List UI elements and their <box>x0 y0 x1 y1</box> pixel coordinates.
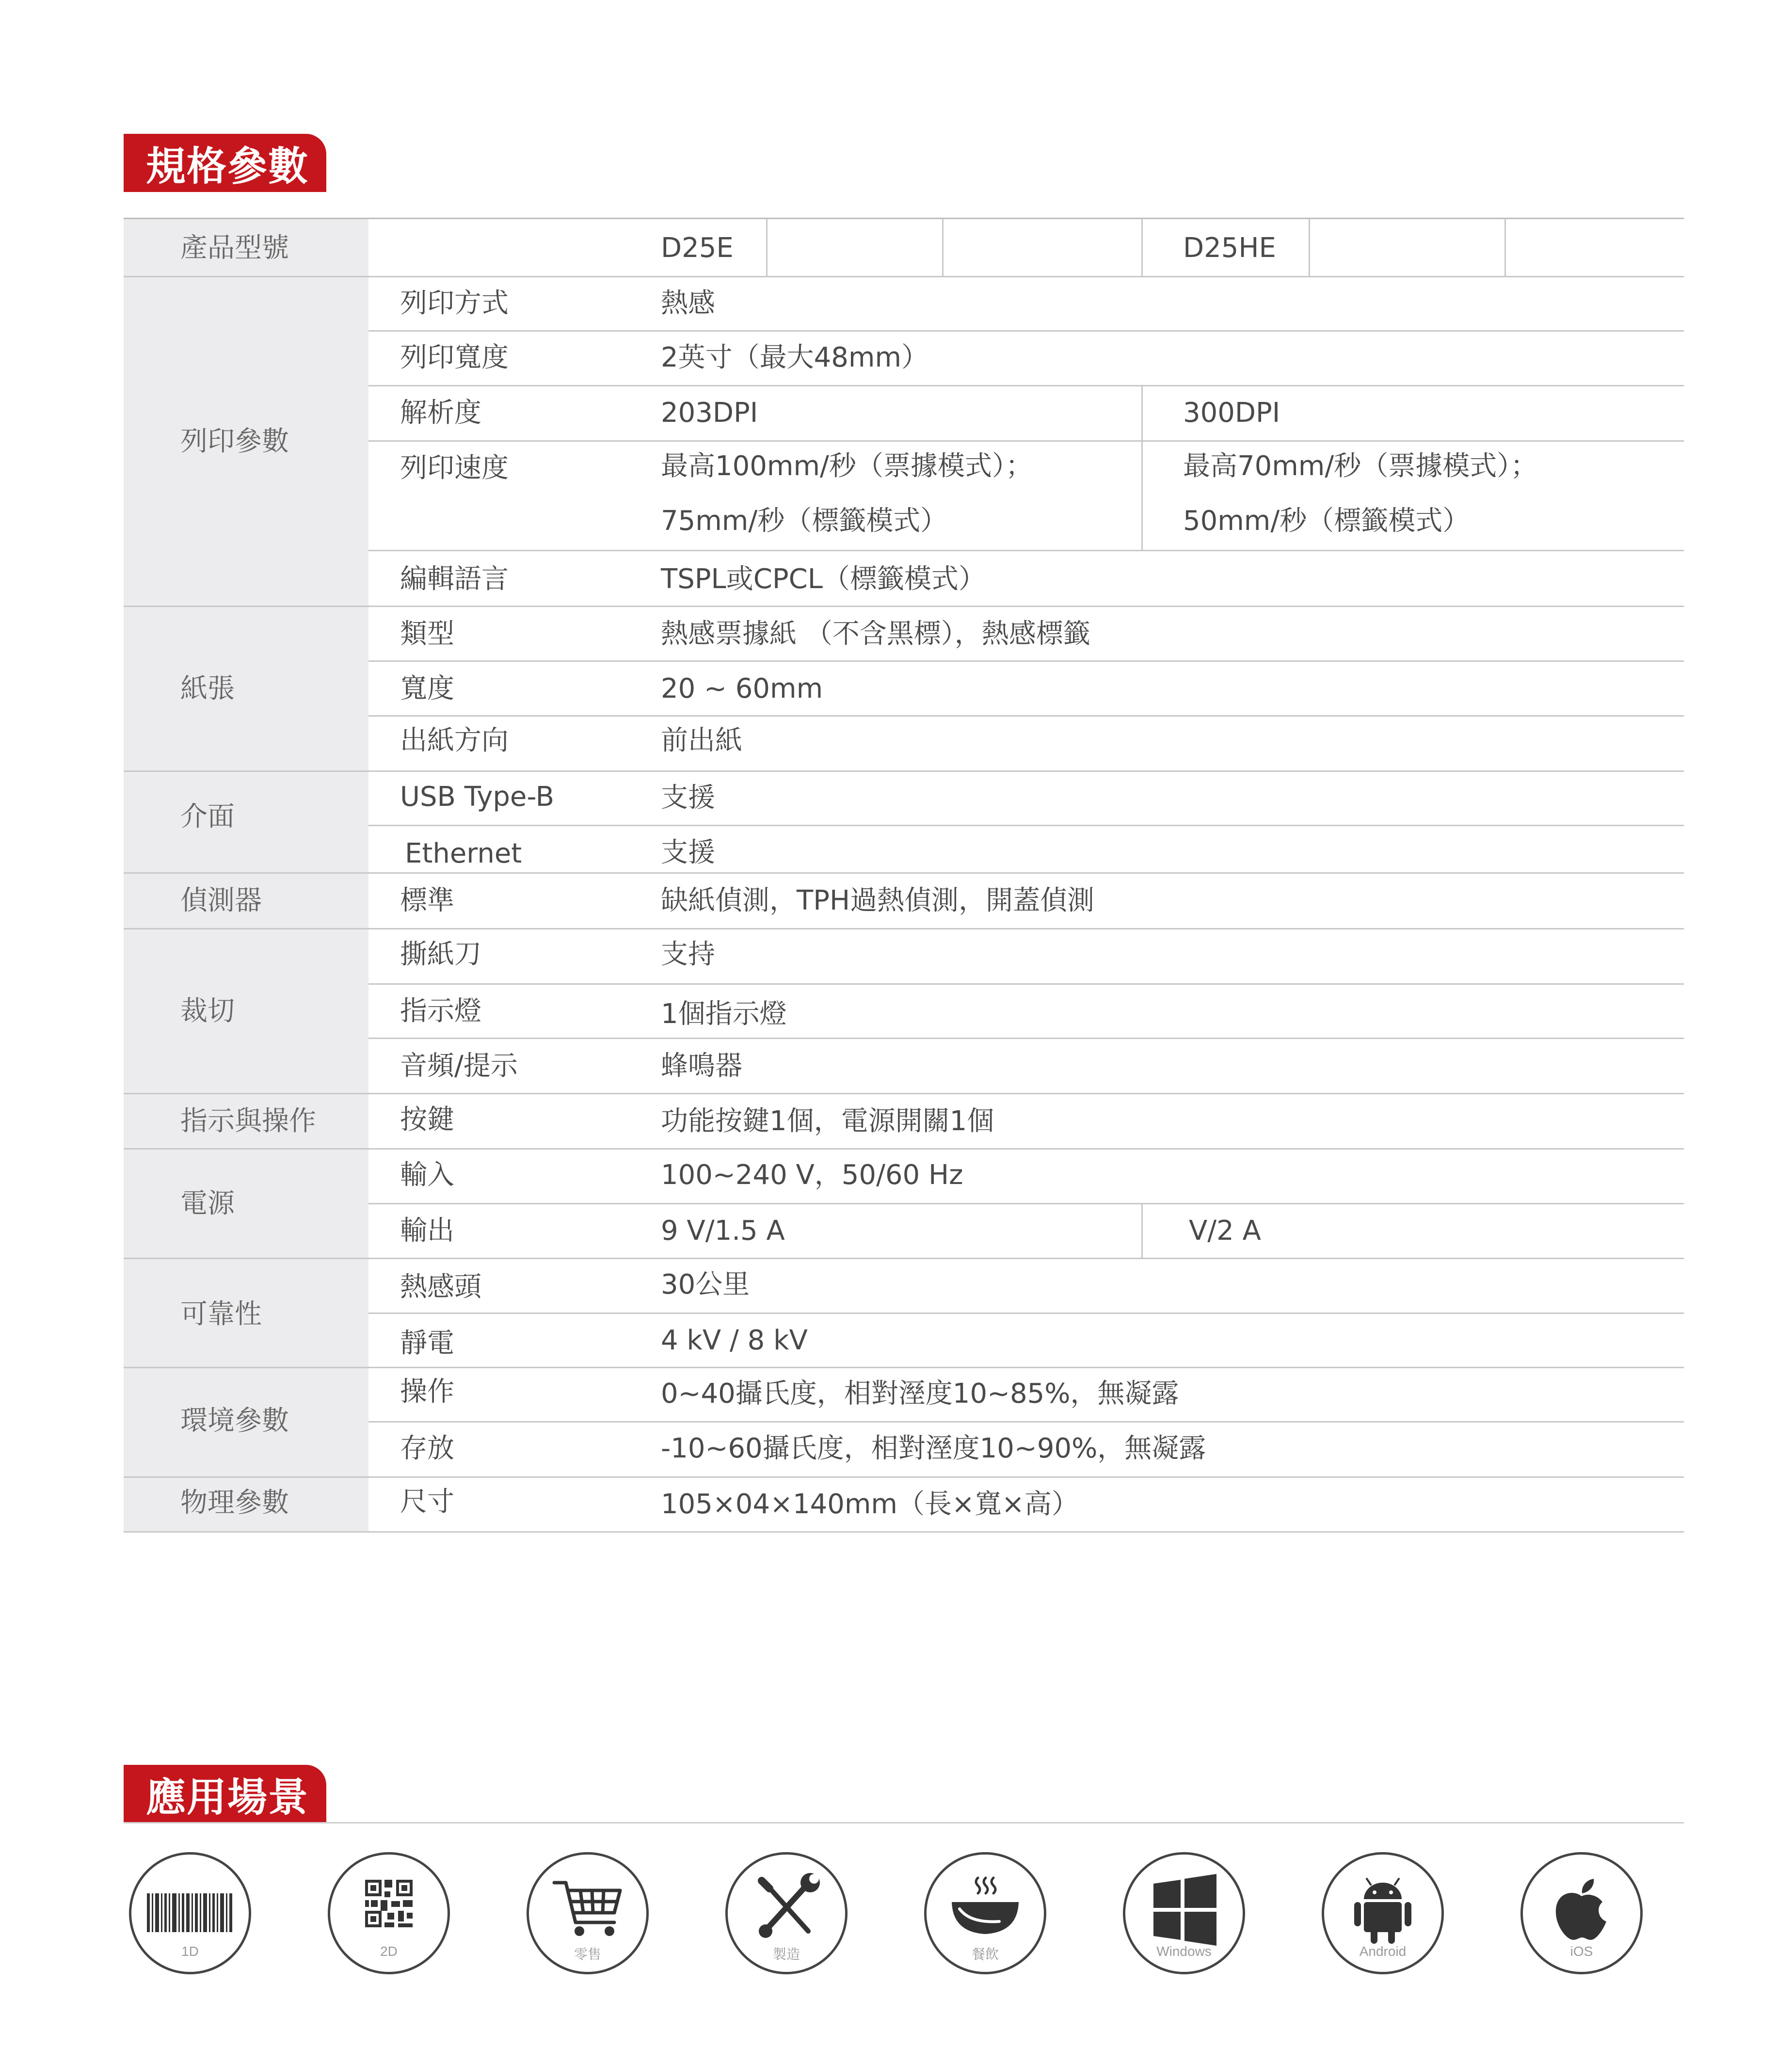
app-icons-row <box>0 1852 1792 1988</box>
app-section-title: 應用場景 <box>124 1765 326 1823</box>
row-divider <box>368 715 1684 717</box>
row-value-power-out-b: V/2 A <box>1189 1215 1261 1247</box>
row-divider <box>368 1203 1684 1204</box>
category-print-label: 列印參數 <box>180 426 289 457</box>
row-divider <box>368 550 1684 551</box>
category-paper-label: 紙張 <box>180 673 235 704</box>
category-interface-label: 介面 <box>180 801 235 832</box>
row-label-language: 編輯語言 <box>400 563 509 595</box>
row-label-ethernet: Ethernet <box>405 838 522 869</box>
row-label-cutter: 撕紙刀 <box>400 939 481 970</box>
column-divider <box>1141 385 1143 550</box>
app-label: 1D <box>181 1944 199 1959</box>
row-label-paper-type: 類型 <box>400 618 454 650</box>
row-value-print-speed-b2: 50mm/秒（標籤模式） <box>1183 505 1470 537</box>
row-value-paper-width: 20 ~ 60mm <box>661 673 823 704</box>
row-value-print-speed-a2: 75mm/秒（標籤模式） <box>661 505 948 537</box>
row-value-indicator: 1個指示燈 <box>661 998 787 1030</box>
row-value-sensor-std: 缺紙偵測，TPH過熱偵測，開蓋偵測 <box>661 885 1095 916</box>
row-value-resolution-a: 203DPI <box>661 397 758 429</box>
row-value-ethernet: 支援 <box>661 837 715 868</box>
row-label-indicator: 指示燈 <box>400 995 481 1027</box>
row-value-language: TSPL或CPCL（標籤模式） <box>661 563 986 595</box>
app-android <box>1322 1852 1444 1974</box>
row-label-print-width: 列印寬度 <box>400 342 509 373</box>
row-value-storage: -10~60攝氏度，相對溼度10~90%，無凝露 <box>661 1433 1206 1464</box>
row-value-paper-type: 熱感票據紙 （不含黑標），熱感標籤 <box>661 618 1090 650</box>
column-divider <box>1141 219 1143 276</box>
app-label: 零售 <box>574 1947 601 1962</box>
row-label-power-in: 輸入 <box>400 1159 454 1191</box>
row-divider <box>368 330 1684 332</box>
spec-table <box>124 219 1684 1523</box>
row-value-print-speed-a1: 最高100mm/秒（票據模式）； <box>661 450 1033 482</box>
column-divider <box>1504 219 1506 276</box>
category-sensor-label: 偵測器 <box>180 885 262 916</box>
row-divider <box>368 983 1684 985</box>
row-divider <box>368 1421 1684 1423</box>
row-divider <box>368 825 1684 826</box>
row-value-keys: 功能按鍵1個，電源開關1個 <box>661 1105 994 1137</box>
app-label: iOS <box>1570 1944 1593 1959</box>
app-1d <box>129 1852 251 1974</box>
category-reliability-label: 可靠性 <box>180 1298 262 1330</box>
row-label-audio: 音頻/提示 <box>400 1050 518 1082</box>
row-value-paper-exit: 前出紙 <box>661 725 742 756</box>
row-divider <box>124 770 1684 772</box>
table-top-border <box>124 218 1684 219</box>
row-divider <box>124 1148 1684 1150</box>
row-divider <box>368 1312 1684 1314</box>
row-value-power-out-a: 9 V/1.5 A <box>661 1215 785 1247</box>
row-divider <box>124 1476 1684 1478</box>
category-physical-label: 物理參數 <box>180 1487 289 1519</box>
row-value-esd: 4 kV / 8 kV <box>661 1325 808 1356</box>
row-label-esd: 靜電 <box>400 1328 454 1359</box>
row-label-size: 尺寸 <box>400 1486 454 1518</box>
row-label-usb: USB Type-B <box>400 781 555 813</box>
row-divider <box>368 1038 1684 1039</box>
column-divider <box>766 219 768 276</box>
row-divider <box>124 1258 1684 1259</box>
row-divider <box>124 606 1684 607</box>
row-divider <box>124 872 1684 874</box>
column-divider <box>1141 1203 1143 1258</box>
column-divider <box>942 219 944 276</box>
row-divider <box>124 276 1684 277</box>
row-divider <box>368 440 1684 442</box>
row-label-sensor-std: 標準 <box>400 885 454 916</box>
row-value-print-method: 熱感 <box>661 288 715 319</box>
row-value-audio: 蜂鳴器 <box>661 1050 742 1082</box>
row-value-cutter: 支持 <box>661 939 715 970</box>
app-manufacturing <box>725 1852 848 1974</box>
row-value-resolution-b: 300DPI <box>1183 397 1280 429</box>
row-label-print-speed: 列印速度 <box>400 452 509 484</box>
category-power-label: 電源 <box>180 1188 235 1219</box>
category-environment-label: 環境參數 <box>180 1405 289 1437</box>
header-model-a: D25E <box>661 232 734 264</box>
table-bottom-border <box>124 1531 1684 1533</box>
header-product-model-label: 產品型號 <box>180 232 289 264</box>
app-section-rule <box>124 1822 1684 1824</box>
row-value-usb: 支援 <box>661 782 715 814</box>
row-value-size: 105×04×140mm（長×寬×高） <box>661 1488 1079 1520</box>
spec-section-title: 規格參數 <box>124 134 326 192</box>
row-label-paper-exit: 出紙方向 <box>400 725 509 756</box>
category-cell-paper <box>124 607 368 771</box>
row-divider <box>368 660 1684 662</box>
row-label-storage: 存放 <box>400 1433 454 1464</box>
row-label-operate: 操作 <box>400 1376 454 1408</box>
category-indicator-op-label: 指示與操作 <box>180 1105 316 1137</box>
app-2d <box>328 1852 450 1974</box>
row-divider <box>124 1367 1684 1368</box>
app-catering <box>924 1852 1046 1974</box>
app-retail <box>527 1852 649 1974</box>
row-divider <box>124 928 1684 929</box>
category-cell-interface <box>124 771 368 873</box>
category-cell-power <box>124 1149 368 1259</box>
column-divider <box>1309 219 1310 276</box>
row-label-resolution: 解析度 <box>400 397 481 429</box>
row-label-print-method: 列印方式 <box>400 288 509 319</box>
app-label: 2D <box>380 1944 398 1959</box>
row-value-power-in: 100~240 V，50/60 Hz <box>661 1159 963 1191</box>
app-label: Android <box>1359 1944 1407 1959</box>
row-value-head-life: 30公里 <box>661 1269 750 1300</box>
app-windows <box>1123 1852 1245 1974</box>
row-value-operate: 0~40攝氏度，相對溼度10~85%，無凝露 <box>661 1378 1179 1409</box>
row-value-print-width: 2英寸（最大48mm） <box>661 342 928 373</box>
app-label: 製造 <box>772 1947 800 1962</box>
category-cell-cutter <box>124 929 368 1094</box>
row-value-print-speed-b1: 最高70mm/秒（票據模式）； <box>1183 450 1538 482</box>
row-label-keys: 按鍵 <box>400 1104 454 1136</box>
app-label: 餐飲 <box>971 1947 999 1962</box>
app-label: Windows <box>1156 1944 1212 1959</box>
app-ios <box>1520 1852 1643 1974</box>
row-divider <box>124 1093 1684 1094</box>
header-model-b: D25HE <box>1183 232 1276 264</box>
row-divider <box>368 385 1684 386</box>
row-label-power-out: 輸出 <box>400 1215 454 1247</box>
category-cutter-label: 裁切 <box>180 995 235 1027</box>
row-label-head-life: 熱感頭 <box>400 1271 481 1303</box>
row-label-paper-width: 寬度 <box>400 673 454 704</box>
